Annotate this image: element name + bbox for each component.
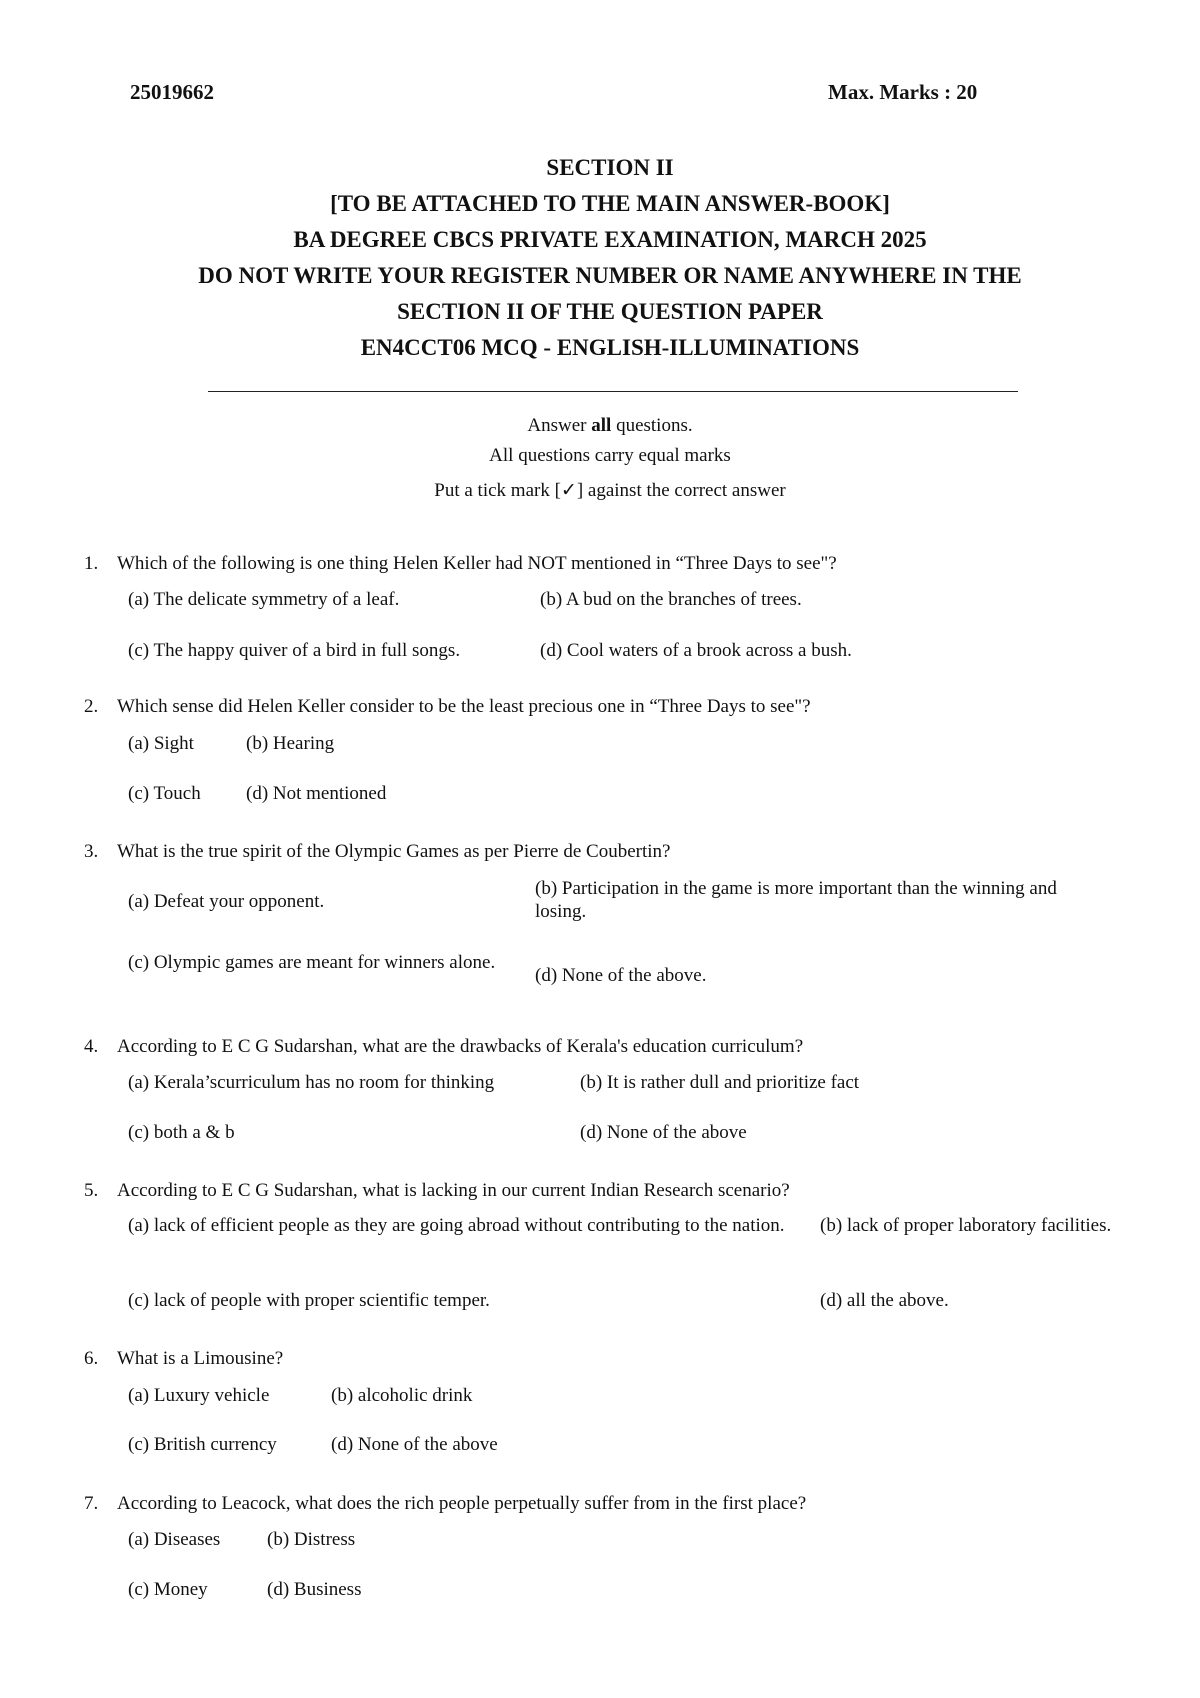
option-d[interactable]: (d) None of the above — [331, 1434, 498, 1455]
option-b[interactable]: (b) Participation in the game is more important than the winning and losing. — [535, 878, 1057, 922]
question-number: 2. — [84, 696, 99, 717]
question-number: 7. — [84, 1493, 99, 1514]
option-a[interactable]: (a) Defeat your opponent. — [128, 891, 325, 912]
question-text: According to E C G Sudarshan, what is lacking in our current Indian Research scenario? — [117, 1180, 790, 1201]
option-a[interactable]: (a) The delicate symmetry of a leaf. — [128, 589, 400, 610]
header-line-warning-cont: SECTION II OF THE QUESTION PAPER — [397, 299, 823, 324]
question-text: Which sense did Helen Keller consider to be the least precious one in “Three Days to see"? — [117, 696, 811, 717]
divider-rule — [208, 391, 1018, 392]
option-b[interactable]: (b) It is rather dull and prioritize fact — [580, 1072, 860, 1093]
option-b[interactable]: (b) alcoholic drink — [331, 1385, 473, 1406]
option-c[interactable]: (c) lack of people with proper scientific temper. — [128, 1290, 490, 1311]
option-c[interactable]: (c) British currency — [128, 1434, 277, 1455]
question-text: What is a Limousine? — [117, 1348, 284, 1369]
question-text: What is the true spirit of the Olympic Games as per Pierre de Coubertin? — [117, 841, 671, 862]
option-b[interactable]: (b) lack of proper laboratory facilities. — [820, 1215, 1112, 1236]
option-b[interactable]: (b) A bud on the branches of trees. — [540, 589, 802, 610]
instruction-emphasis: all — [591, 415, 612, 436]
option-a[interactable]: (a) Luxury vehicle — [128, 1385, 270, 1406]
instruction-equal-marks: All questions carry equal marks — [489, 445, 731, 466]
header-line-attach: [TO BE ATTACHED TO THE MAIN ANSWER-BOOK] — [330, 191, 890, 216]
option-b[interactable]: (b) Hearing — [246, 733, 335, 754]
option-d[interactable]: (d) Not mentioned — [246, 783, 387, 804]
question-number: 1. — [84, 553, 99, 574]
header-line-exam: BA DEGREE CBCS PRIVATE EXAMINATION, MARCH 2025 — [293, 227, 927, 252]
option-a[interactable]: (a) Sight — [128, 733, 194, 754]
option-a[interactable]: (a) Kerala’scurriculum has no room for thinking — [128, 1072, 495, 1093]
exam-header — [0, 150, 1200, 366]
question-text: According to Leacock, what does the rich people perpetually suffer from in the first place? — [117, 1493, 807, 1514]
option-a[interactable]: (a) Diseases — [128, 1529, 221, 1550]
option-d[interactable]: (d) Cool waters of a brook across a bush. — [540, 640, 852, 661]
question-number: 3. — [84, 841, 99, 862]
max-marks: Max. Marks : 20 — [828, 80, 978, 104]
paper-code: 25019662 — [130, 80, 214, 104]
question-text: According to E C G Sudarshan, what are the drawbacks of Kerala's education curriculum? — [117, 1036, 804, 1057]
question-number: 4. — [84, 1036, 99, 1057]
option-c[interactable]: (c) Olympic games are meant for winners alone. — [128, 952, 496, 973]
option-a[interactable]: (a) lack of efficient people as they are going abroad without contributing to the nation. — [128, 1215, 785, 1236]
option-d[interactable]: (d) Business — [267, 1579, 362, 1600]
question-number: 6. — [84, 1348, 99, 1369]
option-c[interactable]: (c) Touch — [128, 783, 201, 804]
option-d[interactable]: (d) all the above. — [820, 1290, 949, 1311]
header-line-warning: DO NOT WRITE YOUR REGISTER NUMBER OR NAME ANYWHERE IN THE — [198, 263, 1022, 288]
question-text: Which of the following is one thing Helen Keller had NOT mentioned in “Three Days to see"? — [117, 553, 837, 574]
header-line-section: SECTION II — [546, 155, 674, 180]
option-b[interactable]: (b) Distress — [267, 1529, 356, 1550]
instruction-tick-mark: Put a tick mark [✓] against the correct answer — [434, 480, 786, 501]
option-d[interactable]: (d) None of the above — [580, 1122, 747, 1143]
instruction-answer-all: Answer all questions. — [527, 415, 693, 436]
option-c[interactable]: (c) The happy quiver of a bird in full songs. — [128, 640, 461, 661]
option-d[interactable]: (d) None of the above. — [535, 965, 707, 986]
header-line-course: EN4CCT06 MCQ - ENGLISH-ILLUMINATIONS — [360, 335, 860, 360]
question-number: 5. — [84, 1180, 99, 1201]
option-c[interactable]: (c) Money — [128, 1579, 208, 1600]
option-c[interactable]: (c) both a & b — [128, 1122, 235, 1143]
